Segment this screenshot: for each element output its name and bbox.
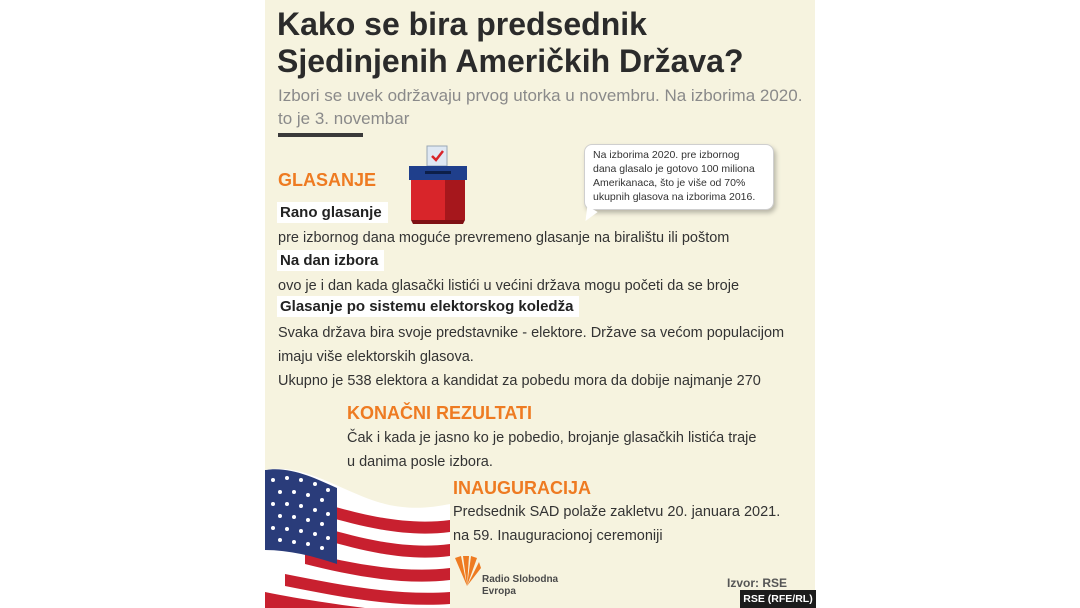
election-day-title: Na dan izbora <box>277 250 384 271</box>
election-day-text: ovo je i dan kada glasački listići u većini država mogu početi da se broje <box>278 278 740 294</box>
ballot-box-icon <box>405 144 471 224</box>
infographic-card <box>265 0 815 608</box>
logo-line1: Radio Slobodna <box>482 574 559 585</box>
source-label: Izvor: RSE <box>727 576 788 590</box>
title-divider <box>278 133 363 137</box>
copyright-badge: RSE (RFE/RL) <box>740 590 816 608</box>
electoral-college-text: Svaka država bira svoje predstavnike - elektore. Države sa većom populacijom imaju više elektorskih glasova. <box>278 325 785 365</box>
logo-line2: Evropa <box>482 586 516 597</box>
college-title-wrap <box>277 298 579 316</box>
early-voting-title-wrap <box>277 204 388 222</box>
electoral-college-total: Ukupno je 538 elektora a kandidat za pobedu mora da dobije najmanje 270 <box>278 373 761 389</box>
results-heading: KONAČNI REZULTATI <box>347 403 532 423</box>
election-day-title-wrap <box>277 252 384 270</box>
early-vote-callout: Na izborima 2020. pre izbornog dana glasalo je gotovo 100 miliona Amerikanaca, što je više od 70% ukupnih glasova na izborima 2016. <box>584 144 774 210</box>
rfe-fan-icon <box>453 554 481 588</box>
early-voting-text: pre izbornog dana moguće prevremeno glasanje na biralištu ili poštom <box>278 230 730 246</box>
inauguration-heading: INAUGURACIJA <box>453 478 592 498</box>
results-text: Čak i kada je jasno ko je pobedio, brojanje glasačkih listića traje u danima posle izbora. <box>347 430 757 470</box>
early-voting-title: Rano glasanje <box>277 202 388 223</box>
voting-heading: GLASANJE <box>278 170 377 190</box>
inauguration-line1: Predsednik SAD polaže zakletvu 20. januara 2021. <box>453 504 781 520</box>
inauguration-line2: na 59. Inauguracionoj ceremoniji <box>453 528 663 544</box>
electoral-college-title: Glasanje po sistemu elektorskog koledža <box>277 296 579 317</box>
us-flag-illustration <box>265 464 450 608</box>
page-title: Kako se bira predsednik Sjedinjenih Američkih Država? <box>277 6 744 79</box>
page-subtitle: Izbori se uvek održavaju prvog utorka u novembru. Na izborima 2020. to je 3. novembar <box>278 86 803 128</box>
